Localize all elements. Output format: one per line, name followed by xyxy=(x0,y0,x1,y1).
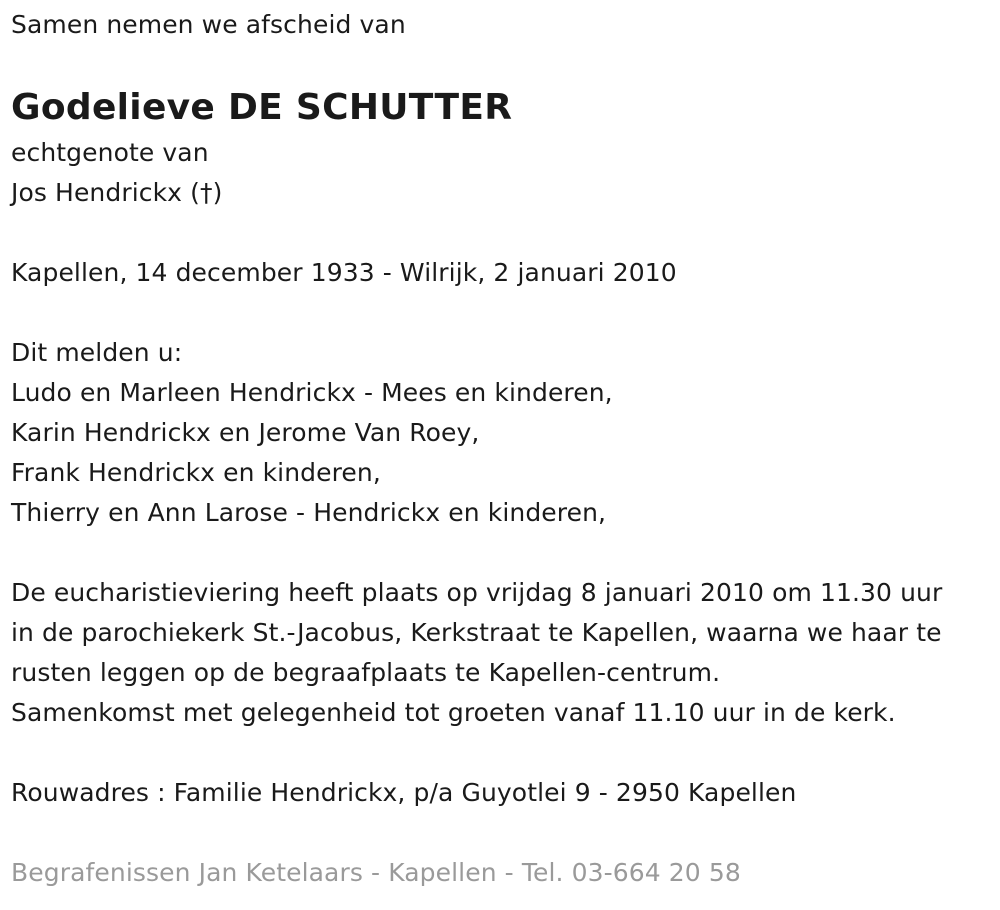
ceremony-line: Samenkomst met gelegenheid tot groeten vanaf 11.10 uur in de kerk. xyxy=(11,698,896,727)
funeral-home-footer: Begrafenissen Jan Ketelaars - Kapellen - Tel. 03-664 20 58 xyxy=(11,858,741,887)
death-notice xyxy=(11,0,996,893)
family-line: Karin Hendrickx en Jerome Van Roey, xyxy=(11,418,480,447)
ceremony-line: De eucharistieviering heeft plaats op vrijdag 8 januari 2010 om 11.30 uur xyxy=(11,578,943,607)
mourning-address: Rouwadres : Familie Hendrickx, p/a Guyotlei 9 - 2950 Kapellen xyxy=(11,778,797,807)
deceased-name: Godelieve DE SCHUTTER xyxy=(11,87,513,128)
spouse-name: Jos Hendrickx (†) xyxy=(11,178,223,207)
spacer xyxy=(11,213,996,253)
announced-by-heading: Dit melden u: xyxy=(11,338,183,367)
spacer xyxy=(11,733,996,773)
intro-text: Samen nemen we afscheid van xyxy=(11,10,406,39)
ceremony-line: in de parochiekerk St.-Jacobus, Kerkstraat te Kapellen, waarna we haar te xyxy=(11,618,942,647)
spacer xyxy=(11,533,996,573)
relation-text: echtgenote van xyxy=(11,138,209,167)
family-line: Ludo en Marleen Hendrickx - Mees en kinderen, xyxy=(11,378,613,407)
ceremony-line: rusten leggen op de begraafplaats te Kapellen-centrum. xyxy=(11,658,721,687)
spacer xyxy=(11,293,996,333)
spacer xyxy=(11,813,996,853)
birth-death-dates: Kapellen, 14 december 1933 - Wilrijk, 2 januari 2010 xyxy=(11,258,677,287)
family-line: Thierry en Ann Larose - Hendrickx en kinderen, xyxy=(11,498,607,527)
family-line: Frank Hendrickx en kinderen, xyxy=(11,458,381,487)
